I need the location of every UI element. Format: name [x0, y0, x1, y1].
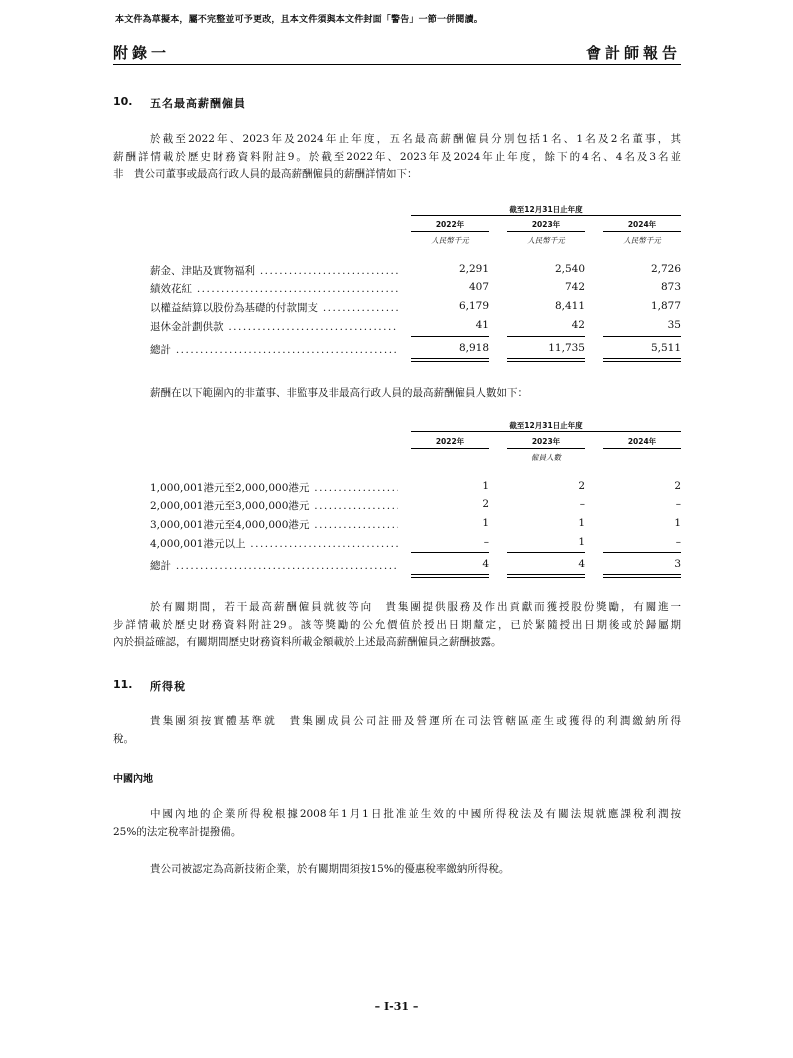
table1-cell: 873: [660, 281, 681, 293]
table2-total-label: 總計 .....: [150, 558, 398, 573]
table2-row-label: 1,000,001港元至2,000,000港元 .....: [150, 480, 398, 495]
table1-unit: 人民幣千元: [623, 236, 661, 245]
high-tech-paragraph: [113, 861, 681, 879]
table2-subtotal-rule: [507, 552, 585, 553]
table1-col-rule: [507, 231, 585, 232]
intro-line: 薪酬詳情載於歷史財務資料附註9。於截至2022年、2023年及2024年止年度，餘下的4名、4名及3名並: [113, 150, 681, 163]
table2-subtotal-rule: [603, 552, 681, 553]
table1-header-rule: [411, 215, 681, 216]
section-10-intro: [113, 131, 681, 184]
table1-total-cell: 8,918: [458, 342, 489, 354]
share-award-paragraph: [113, 599, 681, 652]
table2-cell: –: [579, 498, 585, 510]
table2-total-cell: 4: [578, 558, 585, 570]
band-intro: [150, 385, 681, 403]
table2-total-double-rule: [603, 574, 681, 578]
mainland-tax-paragraph: [113, 806, 681, 841]
table2-header-rule: [411, 431, 681, 432]
table1-cell: 6,179: [458, 300, 489, 312]
table2-year-2022: 2022年: [435, 437, 465, 446]
table1-cell: 742: [564, 281, 585, 293]
table1-row-label: 退休金計劃供款 .....: [150, 319, 398, 334]
paragraph-line: 中國內地的企業所得稅根據2008年1月1日批准並生效的中國所得稅法及有關法規就應課稅利潤按: [150, 808, 681, 820]
paragraph-line: 稅。: [113, 732, 134, 745]
table1-total-double-rule: [411, 358, 489, 362]
table1-cell: 8,411: [554, 300, 585, 312]
table2-year-2024: 2024年: [627, 437, 657, 446]
report-title: 會計師報告: [585, 44, 681, 62]
table2-unit: 僱員人數: [531, 453, 561, 462]
section-11-number: 11.: [113, 678, 133, 691]
mainland-china-subheading: 中國內地: [113, 774, 153, 785]
intro-line: 非 貴公司董事或最高行政人員的最高薪酬僱員的薪酬詳情如下：: [113, 168, 418, 180]
table1-row-label: 以權益結算以股份為基礎的付款開支 .....: [150, 300, 398, 315]
table2-total-cell: 4: [482, 558, 489, 570]
section-11-title: 所得稅: [150, 680, 186, 693]
table1-total-double-rule: [507, 358, 585, 362]
table1-cell: 35: [667, 319, 681, 331]
table2-cell: –: [675, 536, 681, 548]
paragraph-line: 於有關期間，若干最高薪酬僱員就彼等向 貴集團提供服務及作出貢獻而獲授股份獎勵，有關進一: [150, 601, 681, 613]
table1-total-cell: 5,511: [650, 342, 681, 354]
table1-cell: 42: [571, 319, 585, 331]
table2-total-double-rule: [411, 574, 489, 578]
paragraph-line: 貴公司被認定為高新技術企業，於有關期間須按15%的優惠稅率繳納所得稅。: [150, 863, 510, 875]
paragraph-line: 25%的法定稅率計提撥備。: [113, 825, 242, 838]
table2-total-double-rule: [507, 574, 585, 578]
table1-cell: 2,291: [458, 263, 489, 275]
table1-subtotal-rule: [603, 336, 681, 337]
table2-row-label: 2,000,001港元至3,000,000港元 .....: [150, 498, 398, 513]
paragraph-line: 步詳情載於歷史財務資料附註29。該等獎勵的公允價值於授出日期釐定，已於緊隨授出日期後或於歸屬期: [113, 618, 681, 631]
table2-total-cell: 3: [674, 558, 681, 570]
table2-cell: –: [483, 536, 489, 548]
table2-col-rule: [411, 448, 489, 449]
table2-col-rule: [507, 448, 585, 449]
table1-col-rule: [411, 231, 489, 232]
table2-cell: 2: [482, 498, 489, 510]
table2-period-header: 截至12月31日止年度: [509, 421, 583, 430]
draft-warning-banner: 本文件為草擬本，屬不完整並可予更改，且本文件須與本文件封面「警告」一節一併閱讀。: [115, 15, 484, 25]
table2-cell: 2: [578, 480, 585, 492]
table2-year-2023: 2023年: [531, 437, 561, 446]
table2-cell: 1: [674, 517, 681, 529]
table1-period-header: 截至12月31日止年度: [509, 205, 583, 214]
table1-col-rule: [603, 231, 681, 232]
table2-subtotal-rule: [411, 552, 489, 553]
table2-cell: 1: [482, 480, 489, 492]
table2-col-rule: [603, 448, 681, 449]
table1-cell: 2,726: [650, 263, 681, 275]
page-number: – I-31 –: [374, 1000, 419, 1013]
table1-total-double-rule: [603, 358, 681, 362]
table1-unit: 人民幣千元: [431, 236, 469, 245]
table1-cell: 2,540: [554, 263, 585, 275]
section-11-intro: [113, 713, 681, 748]
table1-cell: 41: [475, 319, 489, 331]
table1-row-label: 薪金、津貼及實物福利 .....: [150, 263, 398, 278]
table1-year-2024: 2024年: [627, 220, 657, 229]
table1-total-label: 總計 .....: [150, 342, 398, 357]
table1-cell: 1,877: [650, 300, 681, 312]
table2-cell: 2: [674, 480, 681, 492]
intro-line: 於截至2022年、2023年及2024年止年度，五名最高薪酬僱員分別包括1名、1名及2名董事，其: [150, 133, 681, 145]
section-10-number: 10.: [113, 95, 133, 108]
table1-year-2022: 2022年: [435, 220, 465, 229]
table1-cell: 407: [468, 281, 489, 293]
table2-row-label: 3,000,001港元至4,000,000港元 .....: [150, 517, 398, 532]
appendix-label: 附錄一: [113, 44, 171, 62]
table2-cell: 1: [578, 536, 585, 548]
header-rule: [113, 64, 681, 65]
table1-total-cell: 11,735: [548, 342, 585, 354]
table1-unit: 人民幣千元: [527, 236, 565, 245]
table2-cell: –: [675, 498, 681, 510]
table1-subtotal-rule: [411, 336, 489, 337]
band-intro-line: 薪酬在以下範圍內的非董事、非監事及非最高行政人員的最高薪酬僱員人數如下：: [150, 387, 528, 399]
table1-subtotal-rule: [507, 336, 585, 337]
table2-cell: 1: [578, 517, 585, 529]
section-10-title: 五名最高薪酬僱員: [150, 97, 246, 110]
table2-cell: 1: [482, 517, 489, 529]
paragraph-line: 貴集團須按實體基準就 貴集團成員公司註冊及營運所在司法管轄區產生或獲得的利潤繳納所得: [150, 715, 681, 727]
table1-row-label: 績效花紅 .....: [150, 281, 398, 296]
table1-year-2023: 2023年: [531, 220, 561, 229]
paragraph-line: 內於損益確認，有關期間歷史財務資料所載金額載於上述最高薪酬僱員之薪酬披露。: [113, 636, 502, 648]
table2-row-label: 4,000,001港元以上 .....: [150, 536, 398, 551]
